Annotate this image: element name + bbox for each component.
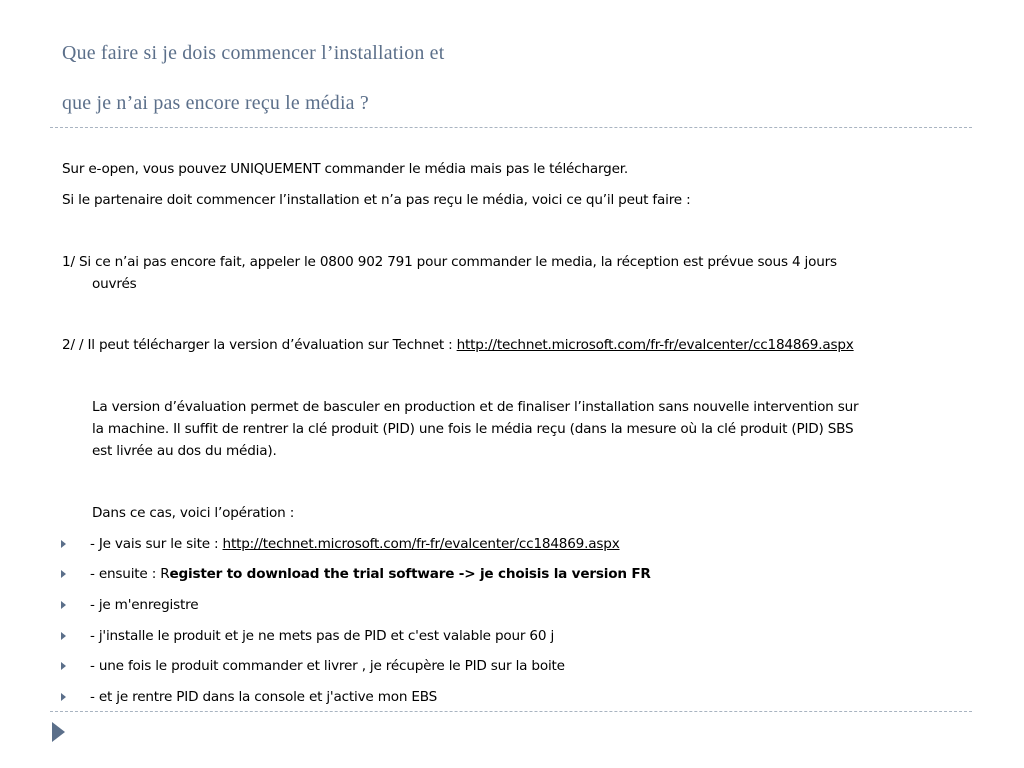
triangle-bullet-icon: [61, 570, 66, 578]
eval-line-3: est livrée au dos du média).: [92, 443, 277, 459]
eval-line-1: La version d’évaluation permet de basculer en production et de finaliser l’installation sans nouvelle intervention sur: [92, 399, 859, 415]
intro-line-2: Si le partenaire doit commencer l’installation et n’a pas reçu le média, voici ce qu’il peut faire :: [62, 192, 691, 208]
list-item-bold-text: egister to download the trial software -> je choisis la version FR: [169, 566, 651, 582]
eval-line-2: la machine. Il suffit de rentrer la clé produit (PID) une fois le média reçu (dans la mesure où la clé produit (PID) SBS: [92, 421, 854, 437]
triangle-bullet-icon: [61, 693, 66, 701]
list-item: - j'installe le produit et je ne mets pas de PID et c'est valable pour 60 j: [90, 628, 555, 644]
operation-intro: Dans ce cas, voici l’opération :: [92, 505, 295, 521]
slide-title: [62, 28, 972, 128]
list-item: - une fois le produit commander et livrer , je récupère le PID sur la boite: [90, 658, 565, 674]
slide-title-line-2: que je n’ai pas encore reçu le média ?: [62, 92, 369, 114]
list-item: [90, 534, 620, 554]
list-item: - et je rentre PID dans la console et j'active mon EBS: [90, 689, 438, 705]
triangle-bullet-icon: [61, 601, 66, 609]
technet-site-link[interactable]: http://technet.microsoft.com/fr-fr/evalcenter/cc184869.aspx: [222, 536, 620, 552]
list-item: [90, 564, 651, 584]
triangle-bullet-icon: [61, 632, 66, 640]
step-1-line-1: 1/ Si ce n’ai pas encore fait, appeler le 0800 902 791 pour commander le media, la réception est prévue sous 4 jours: [62, 254, 837, 270]
step-2: [62, 335, 854, 355]
next-slide-arrow-icon[interactable]: [52, 722, 65, 742]
slide-title-line-1: Que faire si je dois commencer l’installation et: [62, 42, 445, 64]
list-item-text: - Je vais sur le site :: [90, 536, 223, 552]
step-1-line-2: ouvrés: [92, 276, 137, 292]
list-item-text: - ensuite : R: [90, 566, 170, 582]
step-2-text: 2/ / Il peut télécharger la version d’évaluation sur Technet :: [62, 337, 457, 353]
technet-link[interactable]: http://technet.microsoft.com/fr-fr/evalcenter/cc184869.aspx: [456, 337, 854, 353]
intro-line-1: Sur e-open, vous pouvez UNIQUEMENT commander le média mais pas le télécharger.: [62, 161, 629, 177]
title-divider: [50, 127, 972, 128]
triangle-bullet-icon: [61, 662, 66, 670]
footer-divider: [50, 711, 972, 712]
triangle-bullet-icon: [61, 540, 66, 548]
list-item: - je m'enregistre: [90, 597, 199, 613]
